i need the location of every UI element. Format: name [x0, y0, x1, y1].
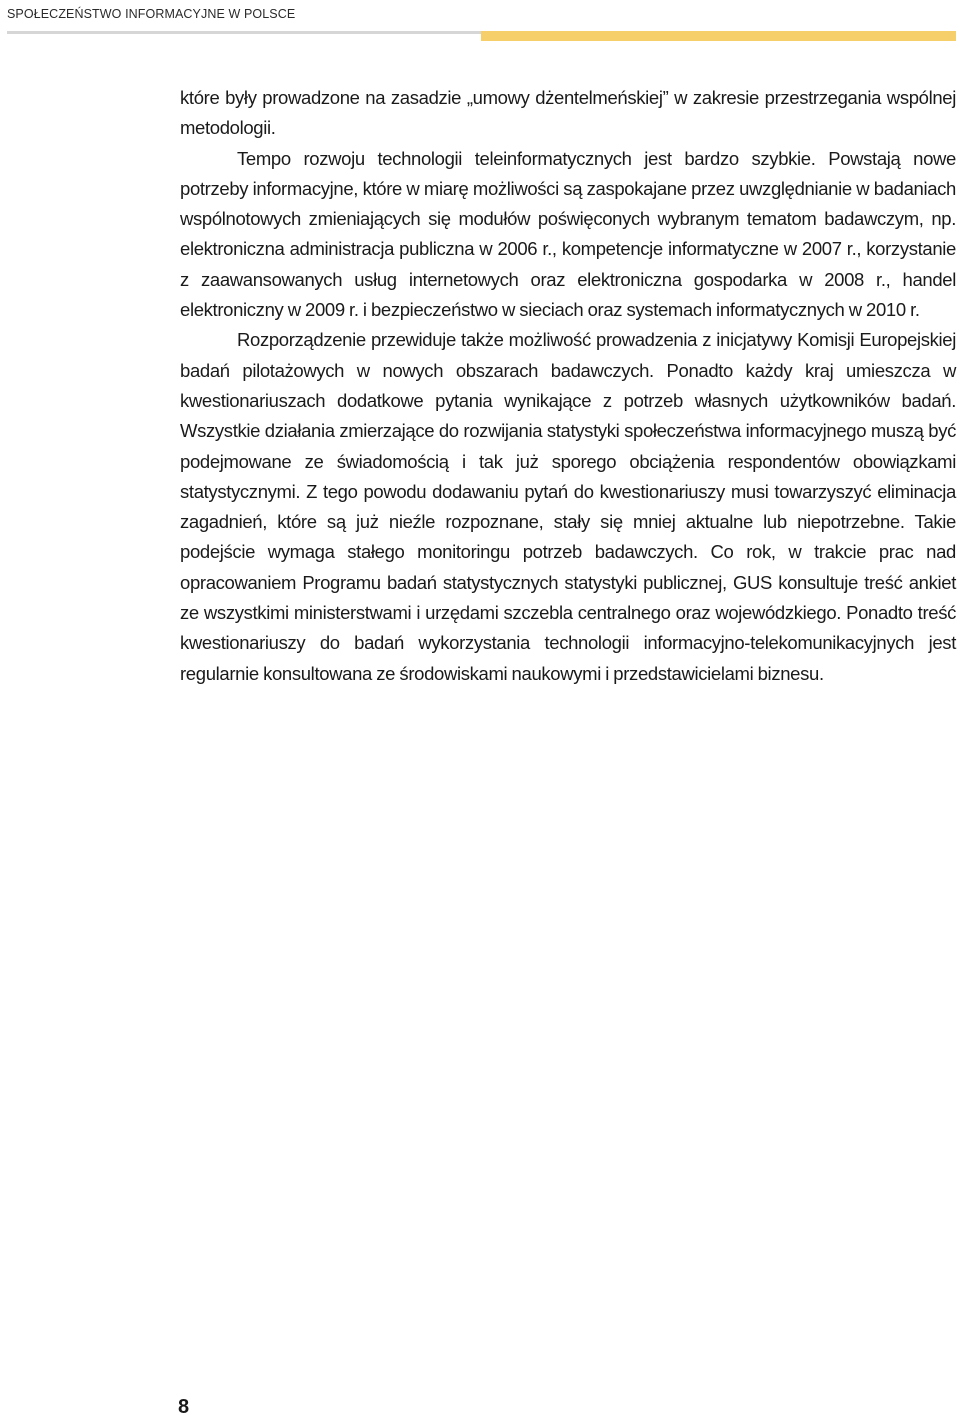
paragraph-technology-pace: Tempo rozwoju technologii teleinformatycznych jest bardzo szybkie. Powstają nowe potrzeby informacyjne, które w miarę możliwości są zaspokajane przez uwzględnianie w badaniach wspólnotowych zmieniających się modułów poświęconych wybranym tematom badawczym, np. elektroniczna administracja publiczna w 2006 r., kompetencje informatyczne w 2007 r., korzystanie z zaawansowanych usług internetowych oraz elektroniczna gospodarka w 2008 r., handel elektroniczny w 2009 r. i bezpieczeństwo w sieciach oraz systemach informatycznych w 2010 r. — [180, 147, 956, 321]
header-accent-bar — [481, 31, 956, 41]
paragraph-continued: które były prowadzone na zasadzie „umowy dżentelmeńskiej” w zakresie przestrzegania wspólnej metodologii. — [180, 87, 956, 139]
paragraph-regulation: Rozporządzenie przewiduje także możliwość prowadzenia z inicjatywy Komisji Europejskiej badań pilotażowych w nowych obszarach badawczych. Ponadto każdy kraj umieszcza w kwestionariuszach dodatkowe pytania wynikające z potrzeb własnych użytkowników badań. Wszystkie działania zmierzające do rozwijania statystyki społeczeństwa informacyjnego muszą być podejmowane ze świadomością i tak już sporego obciążenia respondentów obowiązkami statystycznymi. Z tego powodu dodawaniu pytań do kwestionariuszy musi towarzyszyć eliminacja zagadnień, które są już nieźle rozpoznane, stały się mniej aktualne lub niepotrzebne. Takie podejście wymaga stałego monitoringu potrzeb badawczych. Co rok, w trakcie prac nad opracowaniem Programu badań statystycznych statystyki publicznej, GUS konsultuje treść ankiet ze wszystkimi ministerstwami i urzędami szczebla centralnego oraz wojewódzkiego. Ponadto treść kwestionariuszy do badań wykorzystania technologii informacyjno-telekomunikacyjnych jest regularnie konsultowana ze środowiskami naukowymi i przedstawicielami biznesu. — [180, 329, 956, 684]
header-rule — [7, 31, 481, 34]
page-number: 8 — [178, 1396, 190, 1418]
body-text — [180, 83, 956, 689]
running-header-title: SPOŁECZEŃSTWO INFORMACYJNE W POLSCE — [7, 7, 296, 21]
